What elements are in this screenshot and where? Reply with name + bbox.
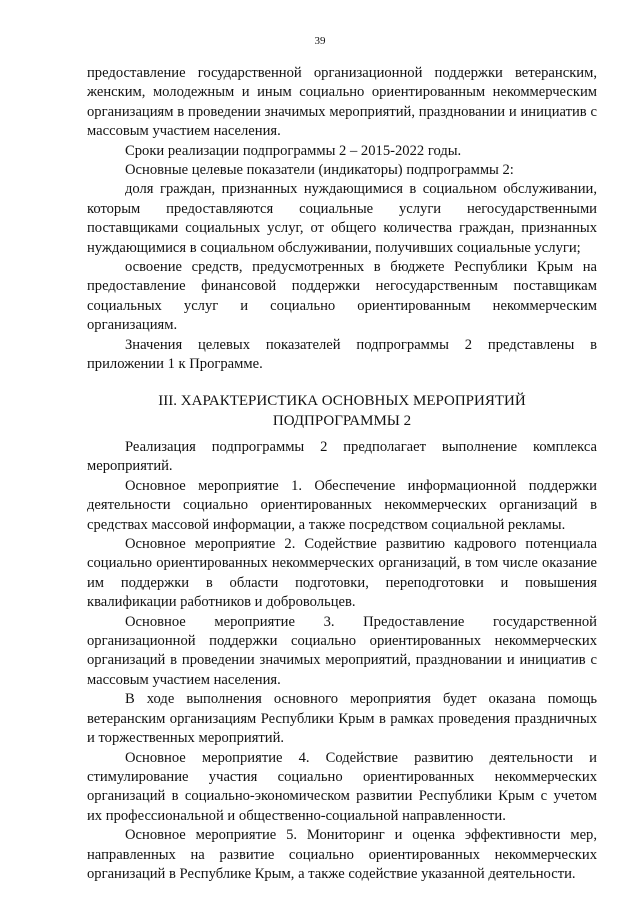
activities-text-block [87,438,597,884]
paragraph-activity-2: Основное мероприятие 2. Содействие развитию кадрового потенциала социально ориентированных некоммерческих организаций, в том числе оказание им поддержки в области подготовки, переподготовки и повышения квалификации работников и добровольцев. [87,536,597,611]
paragraph-activity-3-details: В ходе выполнения основного мероприятия будет оказана помощь ветеранским организациям Республики Крым в рамках проведения праздничных и торжественных мероприятий. [87,691,597,747]
paragraph-support-description: предоставление государственной организационной поддержки ветеранским, женским, молодежным и иным социально ориентированным некоммерческим организациям в проведении значимых мероприятий, праздновании и инициатив с массовым участием населения. [87,65,597,140]
paragraph-implementation-intro: Реализация подпрограммы 2 предполагает выполнение комплекса мероприятий. [87,439,597,475]
section-heading-line-2: ПОДПРОГРАММЫ 2 [272,412,412,429]
section-heading [87,392,597,431]
paragraph-activity-1: Основное мероприятие 1. Обеспечение информационной поддержки деятельности социально ориентированных некоммерческих организаций в средствах массовой информации, а также посредством социальной рекламы. [87,477,597,533]
paragraph-indicator-budget-funds: освоение средств, предусмотренных в бюджете Республики Крым на предоставление финансовой поддержки негосударственным поставщикам социальных услуг и социально ориентированным некоммерческим организациям. [87,259,597,334]
paragraph-activity-3: Основное мероприятие 3. Предоставление государственной организационной поддержки социально ориентированных некоммерческих организаций в проведении значимых мероприятий, праздновании и инициатив с массовым участием населения. [87,613,597,688]
paragraph-activity-5: Основное мероприятие 5. Мониторинг и оценка эффективности мер, направленных на развитие социально ориентированных некоммерческих организаций в Республике Крым, а также содействие указанной деятельности. [87,827,597,882]
intro-text-block [87,64,597,375]
paragraph-implementation-period: Сроки реализации подпрограммы 2 – 2015-2022 годы. [125,142,462,159]
paragraph-indicator-share-of-citizens: доля граждан, признанных нуждающимися в социальном обслуживании, которым предоставляются социальные услуги негосударственными поставщиками социальных услуг, от общего количества граждан, признанных нуждающимися в социальном обслуживании, получивших социальные услуги; [87,181,597,256]
section-heading-line-1: III. ХАРАКТЕРИСТИКА ОСНОВНЫХ МЕРОПРИЯТИЙ [158,393,526,409]
paragraph-target-indicators-title: Основные целевые показатели (индикаторы) подпрограммы 2: [125,162,514,179]
paragraph-activity-4: Основное мероприятие 4. Содействие развитию деятельности и стимулирование участия социально ориентированных некоммерческих организаций в социально-экономическом развитии Республики Крым с учетом их профессиональной и общественно-социальной направленности. [87,749,597,824]
paragraph-indicator-values-reference: Значения целевых показателей подпрограммы 2 представлены в приложении 1 к Программе. [87,336,597,373]
page-number: 39 [314,35,326,47]
